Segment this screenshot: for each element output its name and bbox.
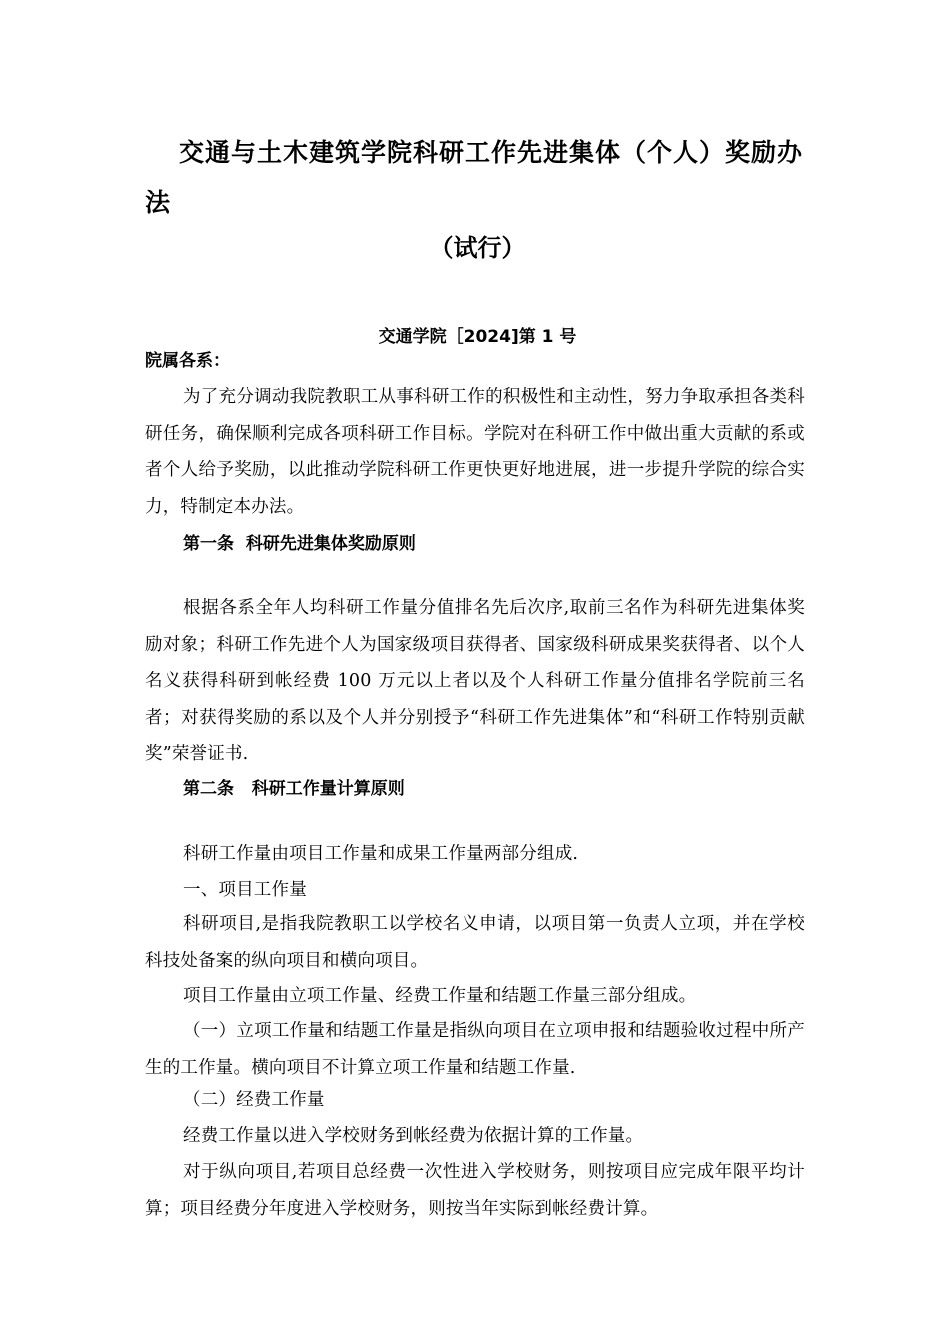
article2-paragraph: 科研工作量由项目工作量和成果工作量两部分组成.	[183, 844, 579, 864]
document-number: 交通学院［2024]第 1 号	[378, 327, 577, 347]
article2-paragraph: 经费工作量以进入学校财务到帐经费为依据计算的工作量。	[183, 1126, 644, 1146]
document-subtitle: （试行）	[429, 234, 526, 262]
article2-heading: 第二条 科研工作量计算原则	[183, 779, 405, 799]
article2-paragraph: 项目工作量由立项工作量、经费工作量和结题工作量三部分组成。	[183, 986, 697, 1006]
article2-paragraph: 科研项目,是指我院教职工以学校名义申请，以项目第一负责人立项，并在学校科技处备案的纵向项目和横向项目。	[145, 914, 805, 971]
addressee: 院属各系：	[145, 351, 230, 371]
funding-workload-heading: （二）经费工作量	[183, 1090, 325, 1110]
project-workload-heading: 一、项目工作量	[183, 880, 307, 900]
document-title: 交通与土木建筑学院科研工作先进集体（个人）奖励办法	[145, 138, 804, 217]
article1-body: 根据各系全年人均科研工作量分值排名先后次序,取前三名作为科研先进集体奖励对象；科研工作先进个人为国家级项目获得者、国家级科研成果奖获得者、以个人名义获得科研到帐经费 100 万元以上者以及个人科研工作量分值排名学院前三名者；对获得奖励的系以及个人并分别授予“科研工作先进集体”和“科研工作特别贡献奖”荣誉证书.	[145, 598, 805, 764]
article1-heading: 第一条 科研先进集体奖励原则	[183, 534, 416, 554]
intro-paragraph: 为了充分调动我院教职工从事科研工作的积极性和主动性，努力争取承担各类科研任务，确保顺利完成各项科研工作目标。学院对在科研工作中做出重大贡献的系或者个人给予奖励，以此推动学院科研工作更快更好地进展，进一步提升学院的综合实力，特制定本办法。	[145, 387, 805, 517]
article2-paragraph: （一）立项工作量和结题工作量是指纵向项目在立项申报和结题验收过程中所产生的工作量。横向项目不计算立项工作量和结题工作量.	[145, 1021, 805, 1078]
article2-paragraph: 对于纵向项目,若项目总经费一次性进入学校财务，则按项目应完成年限平均计算；项目经费分年度进入学校财务，则按当年实际到帐经费计算。	[145, 1162, 805, 1219]
